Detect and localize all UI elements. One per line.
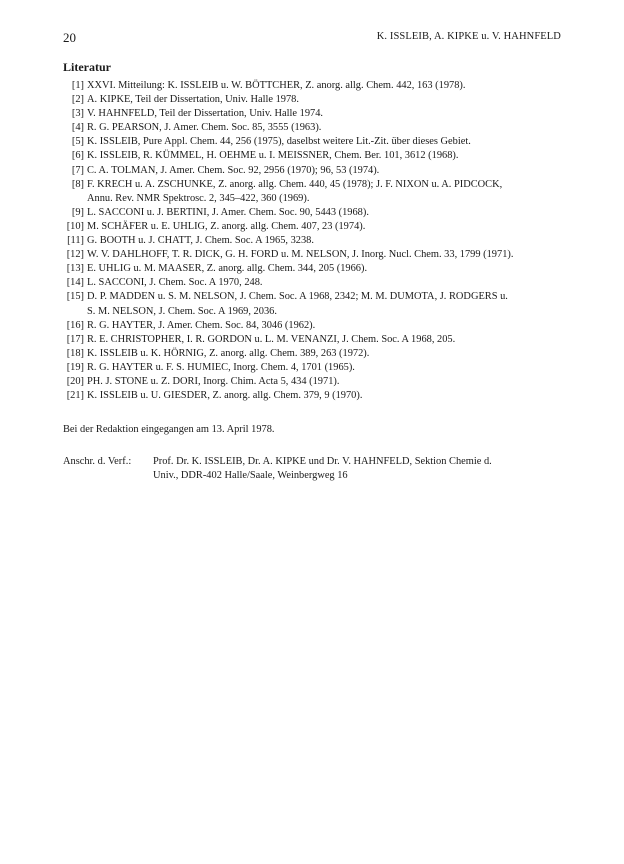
running-header bbox=[63, 30, 561, 46]
reference-number: [12] bbox=[66, 249, 84, 261]
received-note: Bei der Redaktion eingegangen am 13. April 1978. bbox=[63, 424, 275, 435]
reference-item bbox=[63, 206, 563, 220]
reference-item bbox=[63, 107, 563, 121]
reference-text: C. A. TOLMAN, J. Amer. Chem. Soc. 92, 2956 (1970); 96, 53 (1974). bbox=[87, 164, 380, 176]
reference-number: [13] bbox=[66, 263, 84, 275]
reference-item bbox=[63, 121, 563, 135]
address-text bbox=[153, 455, 563, 483]
reference-text: S. M. NELSON, J. Chem. Soc. A 1969, 2036. bbox=[87, 305, 277, 317]
reference-text: R. G. HAYTER u. F. S. HUMIEC, Inorg. Chem. 4, 1701 (1965). bbox=[87, 361, 355, 373]
reference-text: K. ISSLEIB u. K. HÖRNIG, Z. anorg. allg. Chem. 389, 263 (1972). bbox=[87, 347, 370, 359]
reference-number: [1] bbox=[71, 80, 84, 91]
reference-text: XXVI. Mitteilung: K. ISSLEIB u. W. BÖTTCHER, Z. anorg. allg. Chem. 442, 163 (1978). bbox=[87, 80, 466, 91]
reference-number: [16] bbox=[66, 319, 84, 331]
reference-item bbox=[63, 135, 563, 149]
reference-number: [7] bbox=[71, 164, 84, 176]
section-title: Literatur bbox=[63, 60, 111, 74]
reference-number: [20] bbox=[66, 375, 84, 387]
reference-number: [21] bbox=[66, 390, 84, 402]
reference-text: Annu. Rev. NMR Spektrosc. 2, 345–422, 360 (1969). bbox=[87, 192, 310, 204]
reference-number: [2] bbox=[71, 94, 84, 106]
reference-item bbox=[63, 93, 563, 107]
reference-number: [6] bbox=[71, 150, 84, 162]
reference-item bbox=[63, 389, 563, 403]
reference-text: R. E. CHRISTOPHER, I. R. GORDON u. L. M. VENANZI, J. Chem. Soc. A 1968, 205. bbox=[87, 333, 456, 345]
address-line: Prof. Dr. K. ISSLEIB, Dr. A. KIPKE und Dr. V. HAHNFELD, Sektion Chemie d. bbox=[153, 456, 492, 467]
reference-item bbox=[63, 178, 563, 206]
reference-text: G. BOOTH u. J. CHATT, J. Chem. Soc. A 1965, 3238. bbox=[87, 235, 314, 247]
reference-text: PH. J. STONE u. Z. DORI, Inorg. Chim. Acta 5, 434 (1971). bbox=[87, 375, 340, 387]
reference-number: [9] bbox=[71, 206, 84, 218]
reference-item bbox=[63, 220, 563, 234]
address-line: Univ., DDR-402 Halle/Saale, Weinbergweg 16 bbox=[153, 470, 348, 481]
reference-text: E. UHLIG u. M. MAASER, Z. anorg. allg. Chem. 344, 205 (1966). bbox=[87, 263, 368, 275]
reference-number: [10] bbox=[66, 220, 84, 232]
reference-text: R. G. PEARSON, J. Amer. Chem. Soc. 85, 3555 (1963). bbox=[87, 122, 322, 134]
reference-item bbox=[63, 375, 563, 389]
reference-text: L. SACCONI, J. Chem. Soc. A 1970, 248. bbox=[87, 277, 263, 289]
reference-number: [8] bbox=[71, 178, 84, 190]
reference-item bbox=[63, 290, 563, 318]
reference-text: K. ISSLEIB u. U. GIESDER, Z. anorg. allg. Chem. 379, 9 (1970). bbox=[87, 390, 363, 402]
reference-item bbox=[63, 262, 563, 276]
reference-item bbox=[63, 361, 563, 375]
reference-number: [17] bbox=[66, 333, 84, 345]
reference-text: V. HAHNFELD, Teil der Dissertation, Univ. Halle 1974. bbox=[87, 108, 324, 120]
reference-number: [5] bbox=[71, 136, 84, 148]
reference-item bbox=[63, 248, 563, 262]
reference-number: [11] bbox=[67, 235, 84, 247]
page-number: 20 bbox=[63, 30, 76, 45]
reference-number: [4] bbox=[71, 122, 84, 134]
running-head-authors: K. ISSLEIB, A. KIPKE u. V. HAHNFELD bbox=[376, 31, 561, 42]
reference-number: [18] bbox=[66, 347, 84, 359]
reference-number: [15] bbox=[66, 291, 84, 303]
reference-text: L. SACCONI u. J. BERTINI, J. Amer. Chem. Soc. 90, 5443 (1968). bbox=[87, 206, 369, 218]
reference-item bbox=[63, 319, 563, 333]
reference-list bbox=[63, 79, 563, 403]
reference-text: F. KRECH u. A. ZSCHUNKE, Z. anorg. allg. Chem. 440, 45 (1978); J. F. NIXON u. A. PIDCOCK, bbox=[87, 178, 503, 190]
reference-text: R. G. HAYTER, J. Amer. Chem. Soc. 84, 3046 (1962). bbox=[87, 319, 316, 331]
reference-number: [14] bbox=[66, 277, 84, 289]
reference-number: [3] bbox=[71, 108, 84, 120]
reference-item bbox=[63, 333, 563, 347]
reference-item bbox=[63, 234, 563, 248]
reference-item bbox=[63, 79, 563, 93]
reference-text: M. SCHÄFER u. E. UHLIG, Z. anorg. allg. Chem. 407, 23 (1974). bbox=[87, 220, 366, 232]
address-label: Anschr. d. Verf.: bbox=[63, 456, 132, 467]
reference-item bbox=[63, 149, 563, 163]
reference-item bbox=[63, 164, 563, 178]
reference-number: [19] bbox=[66, 361, 84, 373]
reference-text: K. ISSLEIB, R. KÜMMEL, H. OEHME u. I. MEISSNER, Chem. Ber. 101, 3612 (1968). bbox=[87, 150, 459, 162]
reference-text: W. V. DAHLHOFF, T. R. DICK, G. H. FORD u. M. NELSON, J. Inorg. Nucl. Chem. 33, 1799 (1971). bbox=[87, 249, 514, 261]
reference-text: D. P. MADDEN u. S. M. NELSON, J. Chem. Soc. A 1968, 2342; M. M. DUMOTA, J. RODGERS u. bbox=[87, 291, 508, 303]
reference-item bbox=[63, 347, 563, 361]
reference-item bbox=[63, 276, 563, 290]
reference-text: A. KIPKE, Teil der Dissertation, Univ. Halle 1978. bbox=[87, 94, 299, 106]
reference-text: K. ISSLEIB, Pure Appl. Chem. 44, 256 (1975), daselbst weitere Lit.-Zit. über dieses Gebiet. bbox=[87, 136, 471, 148]
